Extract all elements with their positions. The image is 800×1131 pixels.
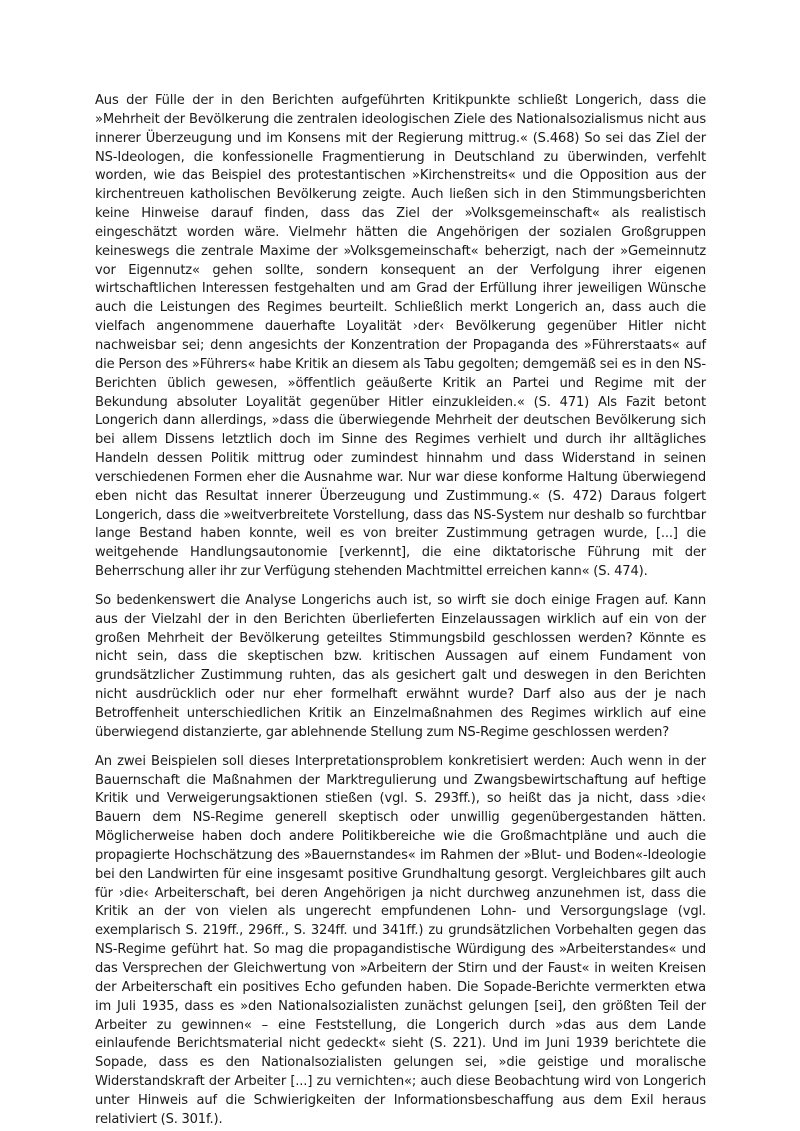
document-body [95, 92, 706, 1130]
paragraph-2: So bedenkenswert die Analyse Longerichs auch ist, so wirft sie doch einige Fragen auf. Kann aus der Vielzahl der in den Berichten überlieferten Einzelaussagen wirklich auf ein von der großen Mehrheit der Bevölkerung geteiltes Stimmungsbild geschlossen werden? Könnte es nicht sein, dass die skeptischen bzw. kritischen Aussagen auf einem Fundament von grundsätzlicher Zustimmung ruhten, das als gesichert galt und deswegen in den Berichten nicht ausdrücklich oder nur eher formelhaft erwähnt wurde? Darf also aus der je nach Betroffenheit unterschiedlichen Kritik an Einzelmaßnahmen des Regimes wirklich auf eine überwiegend distanzierte, gar ablehnende Stellung zum NS-Regime geschlossen werden? [95, 592, 706, 740]
paragraph-1: Aus der Fülle der in den Berichten aufgeführten Kritikpunkte schließt Longerich, dass die »Mehrheit der Bevölkerung die zentralen ideologischen Ziele des Nationalsozialismus nicht aus innerer Überzeugung und im Konsens mit der Regierung mittrug.« (S.468) So sei das Ziel der NS-Ideologen, die konfessionelle Fragmentierung in Deutschland zu überwinden, verfehlt worden, wie das Beispiel des protestantischen »Kirchenstreits« und die Opposition aus der kirchentreuen katholischen Bevölkerung zeigte. Auch ließen sich in den Stimmungsberichten keine Hinweise darauf finden, dass das Ziel der »Volksgemeinschaft« als realistisch eingeschätzt worden wäre. Vielmehr hätten die Angehörigen der sozialen Großgruppen keineswegs die zentrale Maxime der »Volksgemeinschaft« beherzigt, nach der »Gemeinnutz vor Eigennutz« gehen sollte, sondern konsequent an der Verfolgung ihrer eigenen wirtschaftlichen Interessen festgehalten und am Grad der Erfüllung ihrer jeweiligen Wünsche auch die Leistungen des Regimes beurteilt. Schließlich merkt Longerich an, dass auch die vielfach angenommene dauerhafte Loyalität ›der‹ Bevölkerung gegenüber Hitler nicht nachweisbar sei; denn angesichts der Konzentration der Propaganda des »Führerstaats« auf die Person des »Führers« habe Kritik an diesem als Tabu gegolten; demgemäß sei es in den NS-Berichten üblich gewesen, »öffentlich geäußerte Kritik an Partei und Regime mit der Bekundung absoluter Loyalität gegenüber Hitler einzukleiden.« (S. 471) Als Fazit betont Longerich dann allerdings, »dass die überwiegende Mehrheit der deutschen Bevölkerung sich bei allem Dissens letztlich doch im Sinne des Regimes verhielt und durch ihr alltägliches Handeln dessen Politik mittrug oder zumindest hinnahm und dass Widerstand in seinen verschiedenen Formen eher die Ausnahme war. Nur war diese konforme Haltung überwiegend eben nicht das Resultat innerer Überzeugung und Zustimmung.« (S. 472) Daraus folgert Longerich, dass die »weitverbreitete Vorstellung, dass das NS-System nur deshalb so furchtbar lange Bestand haben konnte, weil es von breiter Zustimmung getragen wurde, [...] die weitgehende Handlungsautonomie [verkennt], die eine diktatorische Führung mit der Beherrschung aller ihr zur Verfügung stehenden Machtmittel erreichen kann« (S. 474). [95, 93, 706, 580]
paragraph-3: An zwei Beispielen soll dieses Interpretationsproblem konkretisiert werden: Auch wenn in der Bauernschaft die Maßnahmen der Marktregulierung und Zwangsbewirtschaftung auf heftige Kritik und Verweigerungsaktionen stießen (vgl. S. 293ff.), so heißt das ja nicht, dass ›die‹ Bauern dem NS-Regime generell skeptisch oder unwillig gegenübergestanden hätten. Möglicherweise haben doch andere Politikbereiche wie die Großmachtpläne und auch die propagierte Hochschätzung des »Bauernstandes« im Rahmen der »Blut- und Boden«-Ideologie bei den Landwirten für eine insgesamt positive Grundhaltung gesorgt. Vergleichbares gilt auch für ›die‹ Arbeiterschaft, bei deren Angehörigen ja nicht durchweg anzunehmen ist, dass die Kritik an der von vielen als ungerecht empfundenen Lohn- und Versorgungslage (vgl. exemplarisch S. 219ff., 296ff., S. 324ff. und 341ff.) zu grundsätzlichen Vorbehalten gegen das NS-Regime geführt hat. So mag die propagandistische Würdigung des »Arbeiterstandes« und das Versprechen der Gleichwertung von »Arbeitern der Stirn und der Faust« in weiten Kreisen der Arbeiterschaft ein positives Echo gefunden haben. Die Sopade-Berichte vermerkten etwa im Juli 1935, dass es »den Nationalsozialisten zunächst gelungen [sei], den größten Teil der Arbeiter zu gewinnen« – eine Feststellung, die Longerich durch »das aus dem Lande einlaufende Berichtsmaterial nicht gedeckt« sieht (S. 221). Und im Juni 1939 berichtete die Sopade, dass es den Nationalsozialisten gelungen sei, »die geistige und moralische Widerstandskraft der Arbeiter [...] zu vernichten«; auch diese Beobachtung wird von Longerich unter Hinweis auf die Schwierigkeiten der Informationsbeschaffung aus dem Exil heraus relativiert (S. 301f.). [95, 753, 706, 1127]
